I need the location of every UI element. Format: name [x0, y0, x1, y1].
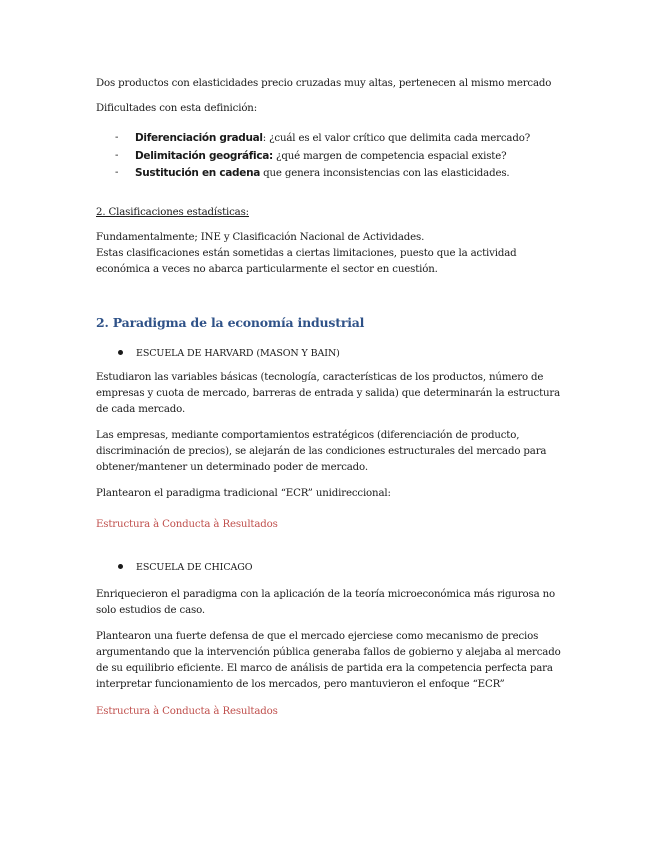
clasificaciones-title: 2. Clasificaciones estadísticas: [96, 207, 249, 218]
term-text: : ¿cuál es el valor crítico que delimita cada mercado? [262, 133, 531, 144]
chicago-bullet [118, 560, 252, 576]
dash-bullet: - [115, 132, 119, 143]
harvard-label: ESCUELA DE HARVARD (MASON Y BAIN) [136, 348, 340, 359]
harvard-p3: Plantearon el paradigma tradicional “ECR” unidireccional: [96, 488, 391, 499]
harvard-p1-l2: empresas y cuota de mercado, barreras de entrada y salida) que determinarán la estructura [96, 388, 561, 399]
dash-bullet: - [115, 167, 119, 178]
list-item [115, 165, 530, 183]
harvard-bullet [118, 346, 340, 362]
term: Delimitación geográfica: [135, 149, 273, 162]
section-heading: 2. Paradigma de la economía industrial [96, 315, 365, 330]
harvard-p2-l1: Las empresas, mediante comportamientos estratégicos (diferenciación de producto, [96, 430, 520, 441]
chicago-p1-l1: Enriquecieron el paradigma con la aplicación de la teoría microeconómica más rigurosa no [96, 589, 555, 600]
chicago-p2-l1: Plantearon una fuerte defensa de que el mercado ejerciese como mecanismo de precios [96, 631, 539, 642]
chicago-p2-l4: interpretar funcionamiento de los mercados, pero mantuvieron el enfoque “ECR” [96, 679, 505, 690]
harvard-p1-l3: de cada mercado. [96, 404, 186, 415]
term: Diferenciación gradual [135, 132, 263, 144]
term-text: que genera inconsistencias con las elasticidades. [260, 168, 510, 179]
chicago-ecr: Estructura à Conducta à Resultados [96, 706, 278, 717]
dash-bullet: - [115, 149, 119, 161]
harvard-p1-l1: Estudiaron las variables básicas (tecnología, características de los productos, número de [96, 372, 544, 383]
harvard-p2-l3: obtener/mantener un determinado poder de mercado. [96, 462, 368, 473]
chicago-p1-l2: solo estudios de caso. [96, 605, 205, 616]
difficulties-label: Dificultades con esta definición: [96, 103, 258, 114]
clasificaciones-p1: Fundamentalmente; INE y Clasificación Nacional de Actividades. [96, 232, 425, 243]
clasificaciones-p2a: Estas clasificaciones están sometidas a ciertas limitaciones, puesto que la actividad [96, 248, 517, 259]
list-item [115, 148, 530, 166]
term-text: ¿qué margen de competencia espacial existe? [272, 150, 507, 162]
chicago-p2-l3: de su equilibrio eficiente. El marco de análisis de partida era la competencia perfecta para [96, 663, 553, 674]
term: Sustitución en cadena [135, 167, 261, 179]
harvard-ecr: Estructura à Conducta à Resultados [96, 519, 278, 530]
bullet-dot [118, 564, 123, 569]
intro-line: Dos productos con elasticidades precio cruzadas muy altas, pertenecen al mismo mercado [96, 78, 552, 89]
bullet-dot [118, 350, 123, 355]
chicago-label: ESCUELA DE CHICAGO [136, 562, 253, 573]
chicago-p2-l2: argumentando que la intervención pública generaba fallos de gobierno y alejaba al mercado [96, 647, 561, 658]
difficulties-list [115, 130, 530, 183]
harvard-p2-l2: discriminación de precios), se alejarán de las condiciones estructurales del mercado para [96, 446, 547, 457]
clasificaciones-p2b: económica a veces no abarca particularmente el sector en cuestión. [96, 264, 438, 275]
list-item [115, 130, 530, 148]
